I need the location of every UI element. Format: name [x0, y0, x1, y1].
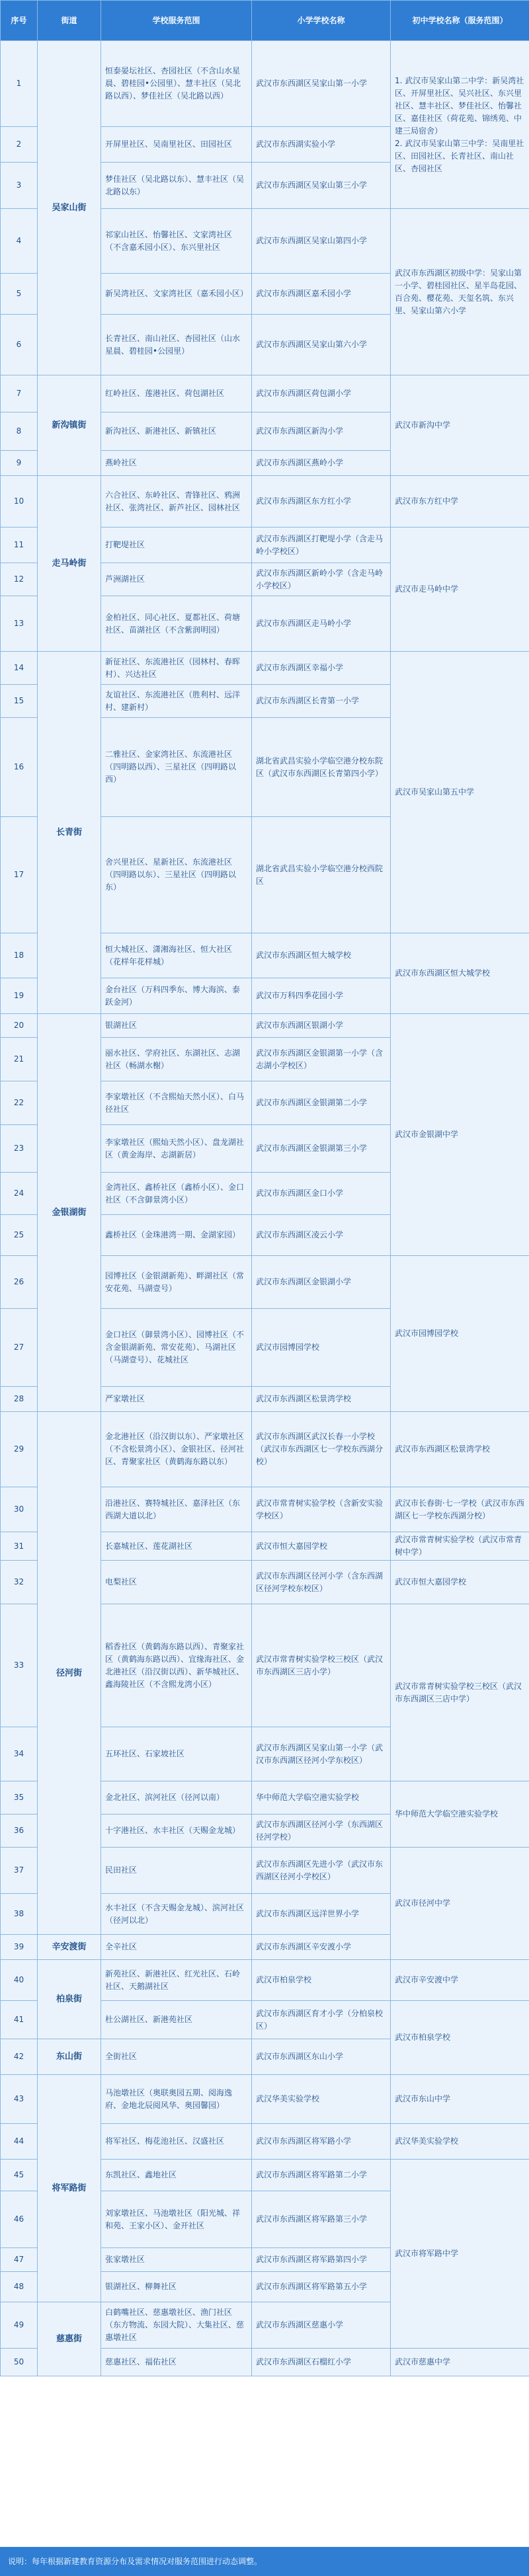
middle-school-name: 武汉市常青树实验学校（武汉市常青树中学） [391, 1532, 529, 1561]
service-scope: 长嘉城社区、莲花湖社区 [101, 1532, 252, 1561]
row-number: 25 [1, 1215, 38, 1256]
row-number: 28 [1, 1387, 38, 1412]
middle-school-name: 武汉市将军路中学 [391, 2160, 529, 2349]
service-scope: 芦洲湖社区 [101, 563, 252, 596]
service-scope: 金北社区、滨河社区（径河以南） [101, 1781, 252, 1815]
service-scope: 全街社区 [101, 2039, 252, 2075]
street-name: 走马岭街 [38, 476, 101, 652]
street-name: 东山街 [38, 2039, 101, 2075]
row-number: 36 [1, 1815, 38, 1848]
service-scope: 民田社区 [101, 1848, 252, 1894]
row-number: 48 [1, 2272, 38, 2302]
street-name: 吴家山街 [38, 41, 101, 375]
primary-school-name: 武汉市东西湖区吴家山第一小学（武汉市东西湖区径河小学东校区） [252, 1727, 391, 1781]
service-scope: 东凯社区、鑫地社区 [101, 2160, 252, 2191]
service-scope: 恒泰晏坛社区、杏园社区（不含山水星晨、碧桂园•公园里）、慧丰社区（吴北路以西）、梦佳社区（吴北路以西） [101, 41, 252, 127]
row-number: 18 [1, 933, 38, 978]
middle-school-name: 武汉市东西湖区恒大城学校 [391, 933, 529, 1014]
service-scope: 白鹤嘴社区、慈惠墩社区、渔门社区（东方物流、东园大院）、大集社区、慈惠墩社区 [101, 2302, 252, 2349]
primary-school-name: 武汉市东西湖区东山小学 [252, 2039, 391, 2075]
service-scope: 十字港社区、水丰社区（天赐金龙城） [101, 1815, 252, 1848]
middle-school-name: 武汉市金银湖中学 [391, 1014, 529, 1256]
table-row [1, 1014, 529, 1038]
service-scope: 水丰社区（不含天赐金龙城）、滨河社区（径河以北） [101, 1894, 252, 1935]
primary-school-name: 武汉市东西湖区将军路第二小学 [252, 2160, 391, 2191]
row-number: 49 [1, 2302, 38, 2349]
service-scope: 恒大城社区、潇湘海社区、恒大社区（花样年花样城） [101, 933, 252, 978]
primary-school-name: 武汉市东西湖区金银湖第三小学 [252, 1125, 391, 1173]
service-scope: 电梨社区 [101, 1561, 252, 1604]
service-scope: 李家墩社区（熙灿天然小区）、盘龙湖社区（黄金海岸、志湖新居） [101, 1125, 252, 1173]
service-scope: 打靶堤社区 [101, 527, 252, 563]
primary-school-name: 武汉市东西湖区走马岭小学 [252, 596, 391, 652]
row-number: 20 [1, 1014, 38, 1038]
row-number: 12 [1, 563, 38, 596]
row-number: 29 [1, 1412, 38, 1487]
service-scope: 金柏社区、同心社区、夏都社区、荷塘社区、苗湖社区（不含紫润明园） [101, 596, 252, 652]
row-number: 11 [1, 527, 38, 563]
service-scope: 长青社区、南山社区、杏园社区（山水星晨、碧桂园•公园里） [101, 315, 252, 375]
row-number: 16 [1, 718, 38, 817]
primary-school-name: 武汉市东西湖区吴家山第六小学 [252, 315, 391, 375]
middle-school-name: 武汉市常青树实验学校三校区（武汉市东西湖区三店中学） [391, 1604, 529, 1781]
service-scope: 五环社区、石家坡社区 [101, 1727, 252, 1781]
service-scope: 刘家墩社区、马池墩社区（阳光城、祥和苑、王家小区）、金开社区 [101, 2191, 252, 2248]
header-primary-school: 小学学校名称 [252, 1, 391, 41]
street-name: 长青街 [38, 652, 101, 1014]
service-scope: 慈惠社区、福佑社区 [101, 2349, 252, 2376]
primary-school-name: 武汉市东西湖区东方红小学 [252, 476, 391, 527]
row-number: 26 [1, 1256, 38, 1309]
primary-school-name: 湖北省武昌实验小学临空港分校东院区（武汉市东西湖区长青第四小学） [252, 718, 391, 817]
middle-school-name: 武汉市东方红中学 [391, 476, 529, 527]
middle-school-name: 武汉市长春街·七一学校（武汉市东西湖区七一学校东西湖分校） [391, 1487, 529, 1532]
service-scope: 丽水社区、学府社区、东湖社区、志湖社区（畅湖水榭） [101, 1038, 252, 1081]
service-scope: 鑫桥社区（金珠港湾一期、金湖家园） [101, 1215, 252, 1256]
row-number: 23 [1, 1125, 38, 1173]
row-number: 27 [1, 1309, 38, 1387]
middle-school-name: 1. 武汉市吴家山第二中学：新吴湾社区、开屏里社区、吴兴社区、东兴里社区、慧丰社区、梦佳社区、怡馨社区、嘉佳社区（荷花苑、锦绣苑、中建三局宿舍） 2. 武汉市吴家山第三中学：吴南里社区、田园社区、长青社区、南山社区、杏园社区 [391, 41, 529, 209]
middle-school-name: 武汉市东西湖区初级中学：吴家山第一小学、碧桂园社区、星半岛花园、百合苑、樱花苑、天玺名筑、东兴里、吴家山第六小学 [391, 209, 529, 375]
service-scope: 金北港社区（沿汉街以东）、严家墩社区（不含松景湾小区）、金银社区、径河社区、青聚家社区（黄鹤海东路以东） [101, 1412, 252, 1487]
middle-school-name: 武汉市恒大嘉园学校 [391, 1561, 529, 1604]
primary-school-name: 武汉市东西湖区远洋世界小学 [252, 1894, 391, 1935]
service-scope: 将军社区、梅花池社区、汉盛社区 [101, 2124, 252, 2160]
primary-school-name: 武汉市东西湖区径河小学（含东西湖区径河学校东校区） [252, 1561, 391, 1604]
row-number: 50 [1, 2349, 38, 2376]
middle-school-name: 武汉市辛安渡中学 [391, 1960, 529, 2001]
table-row [1, 1412, 529, 1487]
primary-school-name: 武汉市东西湖区嘉禾园小学 [252, 274, 391, 315]
middle-school-name: 武汉市新沟中学 [391, 375, 529, 476]
primary-school-name: 武汉市东西湖区将军路小学 [252, 2124, 391, 2160]
service-scope: 严家墩社区 [101, 1387, 252, 1412]
service-scope: 开屏里社区、吴南里社区、田园社区 [101, 127, 252, 163]
header-service-scope: 学校服务范围 [101, 1, 252, 41]
service-scope: 杜公湖社区、新港苑社区 [101, 2001, 252, 2039]
row-number: 35 [1, 1781, 38, 1815]
table-row [1, 1960, 529, 2001]
row-number: 24 [1, 1173, 38, 1215]
middle-school-name: 武汉市柏泉学校 [391, 2001, 529, 2075]
row-number: 4 [1, 209, 38, 274]
primary-school-name: 武汉市东西湖区银湖小学 [252, 1014, 391, 1038]
street-name: 柏泉街 [38, 1960, 101, 2039]
primary-school-name: 武汉市东西湖区吴家山第一小学 [252, 41, 391, 127]
middle-school-name: 华中师范大学临空港实验学校 [391, 1781, 529, 1848]
street-name: 新沟镇街 [38, 375, 101, 476]
primary-school-name: 武汉市东西湖区凌云小学 [252, 1215, 391, 1256]
primary-school-name: 武汉市东西湖区打靶堤小学（含走马岭小学校区） [252, 527, 391, 563]
street-name: 慈惠街 [38, 2302, 101, 2376]
row-number: 34 [1, 1727, 38, 1781]
primary-school-name: 武汉市东西湖区慈惠小学 [252, 2302, 391, 2349]
header-middle-school: 初中学校名称（服务范围） [391, 1, 529, 41]
service-scope: 祁家山社区、怡馨社区、文家湾社区（不含嘉禾园小区）、东兴里社区 [101, 209, 252, 274]
service-scope: 新沟社区、新港社区、新镇社区 [101, 412, 252, 451]
service-scope: 园博社区（金银湖新苑）、畔湖社区（常安花苑、马湖壹号） [101, 1256, 252, 1309]
row-number: 40 [1, 1960, 38, 2001]
primary-school-name: 武汉市东西湖区松景湾学校 [252, 1387, 391, 1412]
primary-school-name: 武汉市东西湖区新岭小学（含走马岭小学校区） [252, 563, 391, 596]
primary-school-name: 武汉市东西湖区恒大城学校 [252, 933, 391, 978]
row-number: 9 [1, 451, 38, 476]
primary-school-name: 武汉市东西湖区先进小学（武汉市东西湖区径河小学校区） [252, 1848, 391, 1894]
service-scope: 六合社区、东岭社区、青锋社区、鸦洲社区、张湾社区、新芦社区、园林社区 [101, 476, 252, 527]
street-name: 辛安渡街 [38, 1935, 101, 1960]
row-number: 32 [1, 1561, 38, 1604]
primary-school-name: 湖北省武昌实验小学临空港分校西院区 [252, 817, 391, 933]
primary-school-name: 武汉市东西湖区荷包湖小学 [252, 375, 391, 412]
row-number: 33 [1, 1604, 38, 1727]
primary-school-name: 武汉市东西湖区吴家山第四小学 [252, 209, 391, 274]
middle-school-name: 武汉市东西湖区松景湾学校 [391, 1412, 529, 1487]
row-number: 22 [1, 1081, 38, 1125]
row-number: 44 [1, 2124, 38, 2160]
table-row [1, 41, 529, 127]
primary-school-name: 武汉市东西湖区吴家山第三小学 [252, 163, 391, 209]
table-row [1, 476, 529, 527]
primary-school-name: 武汉市东西湖区新沟小学 [252, 412, 391, 451]
table-row [1, 375, 529, 412]
row-number: 39 [1, 1935, 38, 1960]
table-row [1, 2075, 529, 2124]
primary-school-name: 武汉市常青树实验学校三校区（武汉市东西湖区三店小学） [252, 1604, 391, 1727]
service-scope: 全辛社区 [101, 1935, 252, 1960]
middle-school-name: 武汉市径河中学 [391, 1848, 529, 1960]
row-number: 19 [1, 978, 38, 1014]
row-number: 38 [1, 1894, 38, 1935]
primary-school-name: 武汉市东西湖区金银湖第二小学 [252, 1081, 391, 1125]
service-scope: 金湾社区、鑫桥社区（鑫桥小区）、金口社区（不含御景湾小区） [101, 1173, 252, 1215]
service-scope: 梦佳社区（吴北路以东）、慧丰社区（吴北路以东） [101, 163, 252, 209]
primary-school-name: 武汉市东西湖区金口小学 [252, 1173, 391, 1215]
service-scope: 舍兴里社区、星新社区、东流港社区（四明路以东）、三星社区（四明路以东） [101, 817, 252, 933]
row-number: 5 [1, 274, 38, 315]
street-name: 径河街 [38, 1412, 101, 1935]
service-scope: 燕岭社区 [101, 451, 252, 476]
service-scope: 红岭社区、莲港社区、荷包湖社区 [101, 375, 252, 412]
table-header-row [1, 1, 529, 41]
primary-school-name: 武汉市东西湖区将军路第三小学 [252, 2191, 391, 2248]
row-number: 46 [1, 2191, 38, 2248]
row-number: 7 [1, 375, 38, 412]
primary-school-name: 武汉市东西湖区金银湖第一小学（含志湖小学校区） [252, 1038, 391, 1081]
row-number: 42 [1, 2039, 38, 2075]
primary-school-name: 武汉华美实验学校 [252, 2075, 391, 2124]
row-number: 8 [1, 412, 38, 451]
row-number: 14 [1, 652, 38, 685]
service-scope: 金台社区（万科四季东、博大海滨、泰跃金河） [101, 978, 252, 1014]
row-number: 47 [1, 2248, 38, 2272]
primary-school-name: 武汉市东西湖区石榴红小学 [252, 2349, 391, 2376]
primary-school-name: 武汉市东西湖区长青第一小学 [252, 685, 391, 718]
service-scope: 沿港社区、赛特城社区、嘉泽社区（东西湖大道以北） [101, 1487, 252, 1532]
service-scope: 稻香社区（黄鹤海东路以西）、青聚家社区（黄鹤海东路以西）、宜缘海社区、金北港社区（沿汉街以西）、新华城社区、鑫海陵社区（不含熙龙湾小区） [101, 1604, 252, 1727]
service-scope: 新苑社区、新港社区、红光社区、石岭社区、天鹅湖社区 [101, 1960, 252, 2001]
primary-school-name: 华中师范大学临空港实验学校 [252, 1781, 391, 1815]
primary-school-name: 武汉市恒大嘉园学校 [252, 1532, 391, 1561]
row-number: 15 [1, 685, 38, 718]
row-number: 1 [1, 41, 38, 127]
middle-school-name: 武汉市东山中学 [391, 2075, 529, 2124]
primary-school-name: 武汉市东西湖区将军路第四小学 [252, 2248, 391, 2272]
primary-school-name: 武汉市柏泉学校 [252, 1960, 391, 2001]
row-number: 43 [1, 2075, 38, 2124]
service-scope: 友谊社区、东流港社区（胜利村、远洋村、建新村） [101, 685, 252, 718]
row-number: 37 [1, 1848, 38, 1894]
service-scope: 马池墩社区（奥联奥园五期、阅海逸府、金地北辰阅风华、奥园馨园） [101, 2075, 252, 2124]
primary-school-name: 武汉市万科四季花园小学 [252, 978, 391, 1014]
service-scope: 金口社区（御景湾小区）、园博社区（不含金银湖新苑、常安花苑）、马湖社区（马湖壹号）、花城社区 [101, 1309, 252, 1387]
primary-school-name: 武汉市东西湖区金银湖小学 [252, 1256, 391, 1309]
primary-school-name: 武汉市东西湖区将军路第五小学 [252, 2272, 391, 2302]
middle-school-name: 武汉华美实验学校 [391, 2124, 529, 2160]
row-number: 3 [1, 163, 38, 209]
middle-school-name: 武汉市吴家山第五中学 [391, 652, 529, 933]
service-scope: 二雅社区、金家湾社区、东流港社区（四明路以西）、三星社区（四明路以西） [101, 718, 252, 817]
row-number: 17 [1, 817, 38, 933]
row-number: 30 [1, 1487, 38, 1532]
service-scope: 新征社区、东流港社区（园林村、春晖村）、兴达社区 [101, 652, 252, 685]
service-scope: 银湖社区、柳舞社区 [101, 2272, 252, 2302]
row-number: 13 [1, 596, 38, 652]
primary-school-name: 武汉市东西湖区育才小学（分柏泉校区） [252, 2001, 391, 2039]
primary-school-name: 武汉市东西湖区幸福小学 [252, 652, 391, 685]
street-name: 金银湖街 [38, 1014, 101, 1412]
row-number: 21 [1, 1038, 38, 1081]
header-street: 街道 [38, 1, 101, 41]
row-number: 41 [1, 2001, 38, 2039]
row-number: 31 [1, 1532, 38, 1561]
middle-school-name: 武汉市走马岭中学 [391, 527, 529, 652]
primary-school-name: 武汉市东西湖区燕岭小学 [252, 451, 391, 476]
service-scope: 张家墩社区 [101, 2248, 252, 2272]
service-scope: 银湖社区 [101, 1014, 252, 1038]
primary-school-name: 武汉市东西湖区辛安渡小学 [252, 1935, 391, 1960]
row-number: 6 [1, 315, 38, 375]
primary-school-name: 武汉市东西湖区径河小学（东西湖区径河学校） [252, 1815, 391, 1848]
middle-school-name: 武汉市园博园学校 [391, 1256, 529, 1412]
header-serial-number: 序号 [1, 1, 38, 41]
service-scope: 新吴湾社区、文家湾社区（嘉禾园小区） [101, 274, 252, 315]
row-number: 45 [1, 2160, 38, 2191]
primary-school-name: 武汉市园博园学校 [252, 1309, 391, 1387]
footnote: 说明：每年根据新建教育资源分布及需求情况对服务范围进行动态调整。 [0, 2547, 529, 2576]
row-number: 2 [1, 127, 38, 163]
primary-school-name: 武汉市东西湖区武汉长春一小学校（武汉市东西湖区七一学校东西湖分校） [252, 1412, 391, 1487]
row-number: 10 [1, 476, 38, 527]
service-scope: 李家墩社区（不含熙灿天然小区）、白马径社区 [101, 1081, 252, 1125]
middle-school-name: 武汉市慈惠中学 [391, 2349, 529, 2376]
street-name: 将军路街 [38, 2075, 101, 2302]
primary-school-name: 武汉市东西湖实验小学 [252, 127, 391, 163]
table-row [1, 652, 529, 685]
primary-school-name: 武汉市常青树实验学校（含新安实验学校区） [252, 1487, 391, 1532]
